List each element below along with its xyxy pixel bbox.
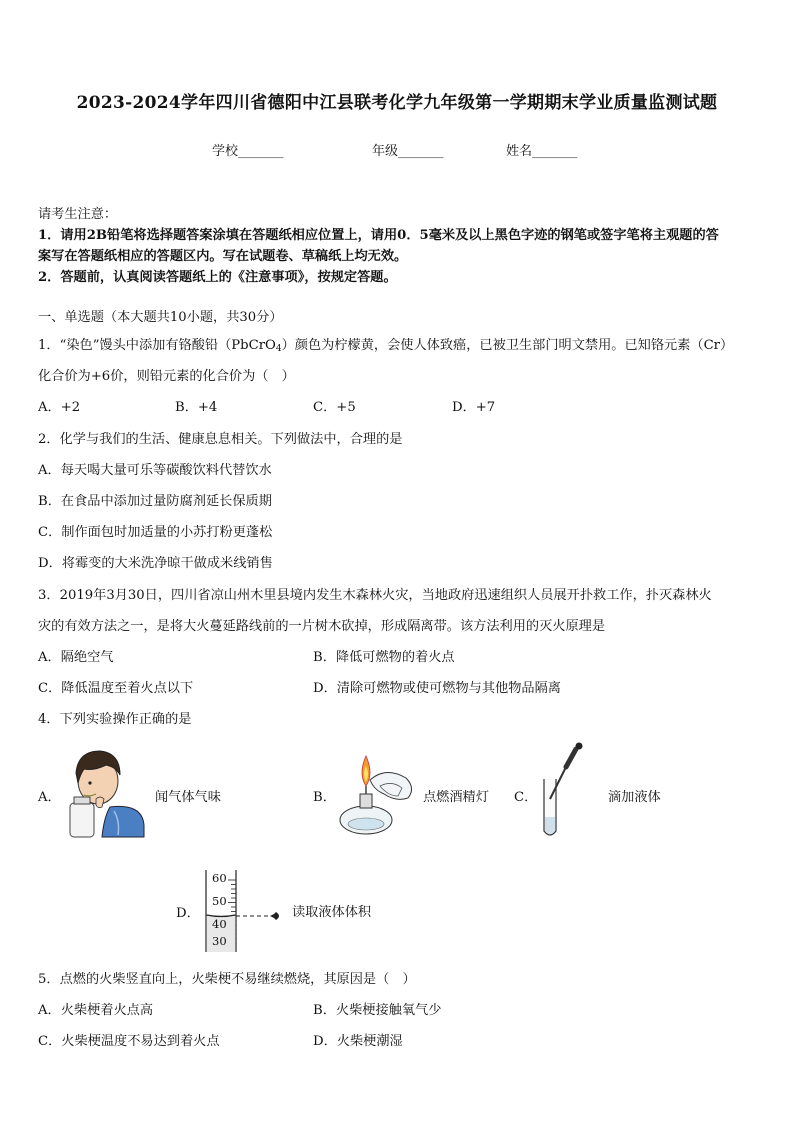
q1-option-c: C．+5 (313, 400, 356, 415)
q5-option-a: A．火柴梗着火点高 (38, 1003, 154, 1018)
q2-option-a: A．每天喝大量可乐等碳酸饮料代替饮水 (38, 463, 272, 478)
q4-option-c-caption: 滴加液体 (608, 790, 661, 805)
q3-option-a: A．隔绝空气 (38, 650, 114, 665)
page-title: 2023-2024学年四川省德阳中江县联考化学九年级第一学期期末学业质量监测试题 (76, 93, 718, 113)
dropping-liquid-illustration (536, 743, 588, 843)
notice-heading: 请考生注意： (38, 207, 118, 222)
notice-line-1b: 案写在答题纸相应的答题区内。写在试题卷、草稿纸上均无效。 (38, 249, 408, 264)
q4-option-d-caption: 读取液体体积 (292, 905, 372, 920)
q1-stem-a: 1．“染色”馒头中添加有铬酸铅（PbCrO (38, 338, 276, 353)
section-heading: 一、单选题（本大题共10小题，共30分） (38, 310, 283, 325)
q3-option-b: B．降低可燃物的着火点 (313, 650, 455, 665)
q2-option-c: C．制作面包时加适量的小苏打粉更蓬松 (38, 525, 273, 540)
grade-field: 年级_______ (372, 144, 444, 159)
q4-stem: 4．下列实验操作正确的是 (38, 712, 192, 727)
cylinder-tick-50: 50 (212, 894, 227, 908)
cylinder-tick-30: 30 (212, 934, 227, 948)
q2-option-d: D．将霉变的大米洗净晾干做成米线销售 (38, 556, 273, 571)
q5-option-c: C．火柴梗温度不易达到着火点 (38, 1034, 220, 1049)
notice-line-2: 2．答题前，认真阅读答题纸上的《注意事项》，按规定答题。 (38, 270, 397, 285)
q1-option-d: D．+7 (452, 400, 496, 415)
q4-option-b-letter: B． (313, 790, 336, 805)
q4-option-d-letter: D． (176, 906, 200, 921)
q1-option-a: A．+2 (38, 400, 81, 415)
name-field: 姓名_______ (506, 144, 578, 159)
q3-stem-line2: 灾的有效方法之一，是将大火蔓延路线前的一片树木砍掉，形成隔离带。该方法利用的灭火原理是 (38, 619, 606, 634)
q3-option-c: C．降低温度至着火点以下 (38, 681, 194, 696)
q4-option-a-letter: A． (38, 790, 61, 805)
q1-option-b: B．+4 (175, 400, 218, 415)
q5-stem: 5．点燃的火柴竖直向上，火柴梗不易继续燃烧，其原因是（ ） (38, 972, 416, 987)
q3-option-d: D．清除可燃物或使可燃物与其他物品隔离 (313, 681, 561, 696)
graduated-cylinder-illustration (196, 868, 296, 954)
q1-stem-line1 (38, 334, 733, 354)
q2-option-b: B．在食品中添加过量防腐剂延长保质期 (38, 494, 272, 509)
q1-subscript: 4 (275, 344, 282, 354)
cylinder-tick-60: 60 (212, 871, 227, 885)
smelling-gas-illustration (62, 745, 148, 841)
school-field: 学校_______ (212, 144, 284, 159)
q5-option-b: B．火柴梗接触氧气少 (313, 1003, 442, 1018)
q4-option-b-caption: 点燃酒精灯 (423, 790, 489, 805)
q2-stem: 2．化学与我们的生活、健康息息相关。下列做法中，合理的是 (38, 432, 403, 447)
q4-option-c-letter: C． (514, 790, 538, 805)
q1-stem-line2: 化合价为+6价，则铅元素的化合价为（ ） (38, 369, 295, 384)
q5-option-d: D．火柴梗潮湿 (313, 1034, 403, 1049)
q4-option-a-caption: 闻气体气味 (155, 790, 221, 805)
notice-line-1: 1．请用2B铅笔将选择题答案涂填在答题纸相应位置上，请用0．5毫米及以上黑色字迹的钢笔或签字笔将主观题的答 (38, 228, 719, 243)
q3-stem-line1: 3．2019年3月30日，四川省凉山州木里县境内发生木森林火灾，当地政府迅速组织人员展开扑救工作，扑灭森林火 (38, 588, 712, 603)
cylinder-tick-40: 40 (212, 917, 227, 931)
alcohol-lamp-illustration (336, 752, 418, 838)
q1-stem-b: ）颜色为柠檬黄，会使人体致癌，已被卫生部门明文禁用。已知铬元素（Cr） (281, 338, 734, 353)
